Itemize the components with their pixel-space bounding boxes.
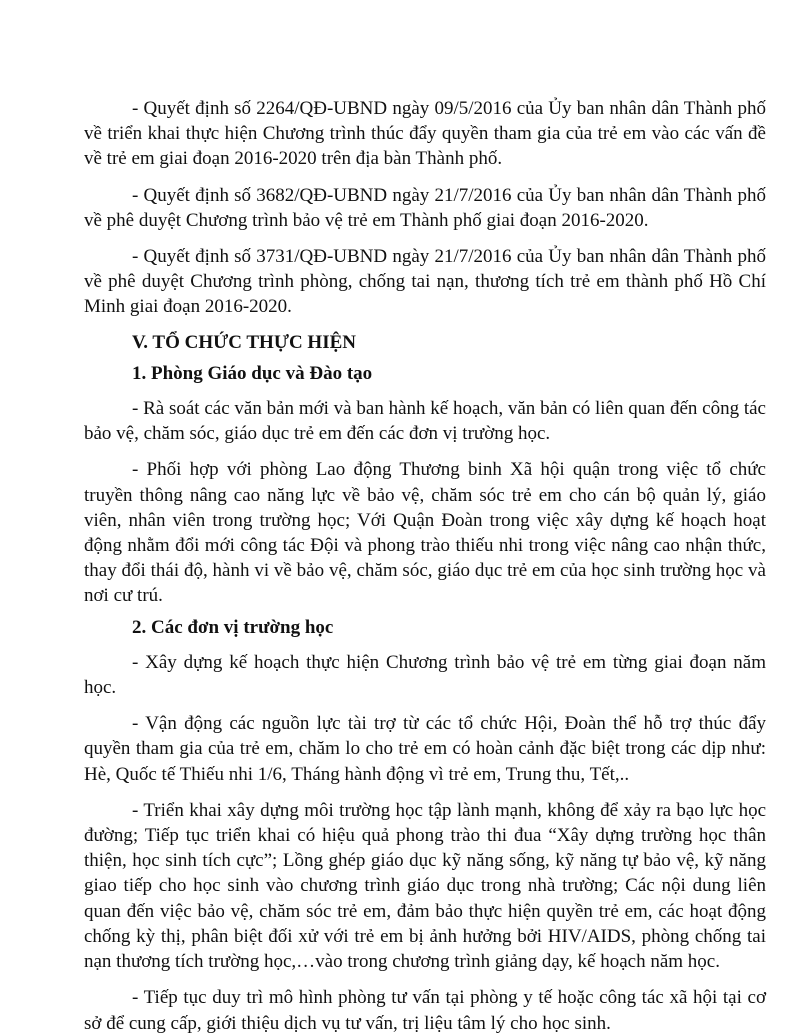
body-paragraph: - Xây dựng kế hoạch thực hiện Chương trình bảo vệ trẻ em từng giai đoạn năm học. — [84, 651, 766, 699]
reference-paragraph-1: - Quyết định số 2264/QĐ-UBND ngày 09/5/2016 của Ủy ban nhân dân Thành phố về triển khai thực hiện Chương trình thúc đẩy quyền tham gia của trẻ em vào các vấn đề về trẻ em giai đoạn 2016-2020 trên địa bàn Thành phố. — [84, 98, 766, 170]
reference-paragraph-3: - Quyết định số 3731/QĐ-UBND ngày 21/7/2016 của Ủy ban nhân dân Thành phố về phê duyệt Chương trình phòng, chống tai nạn, thương tích trẻ em thành phố Hồ Chí Minh giai đoạn 2016-2020. — [84, 246, 766, 318]
subsection-heading-1: 1. Phòng Giáo dục và Đào tạo — [132, 362, 373, 384]
body-paragraph: - Vận động các nguồn lực tài trợ từ các tổ chức Hội, Đoàn thể hỗ trợ thúc đẩy quyền tham gia của trẻ em, chăm lo cho trẻ em có hoàn cảnh đặc biệt trong các dịp như: Hè, Quốc tế Thiếu nhi 1/6, Tháng hành động vì trẻ em, Trung thu, Tết,.. — [84, 713, 766, 785]
subsection-heading-2: 2. Các đơn vị trường học — [132, 616, 334, 638]
body-paragraph: - Phối hợp với phòng Lao động Thương binh Xã hội quận trong việc tổ chức truyền thông nâng cao năng lực về bảo vệ, chăm sóc trẻ em cho cán bộ quản lý, giáo viên, nhân viên trong trường học; Với Quận Đoàn trong việc xây dựng kế hoạch hoạt động nhằm đổi mới công tác Đội và phong trào thiếu nhi trong việc nâng cao nhận thức, thay đổi thái độ, hành vi về bảo vệ, chăm sóc, giáo dục trẻ em của học sinh trường học và nơi cư trú. — [84, 459, 766, 607]
body-paragraph: - Rà soát các văn bản mới và ban hành kế hoạch, văn bản có liên quan đến công tác bảo vệ, chăm sóc, giáo dục trẻ em đến các đơn vị trường học. — [84, 398, 766, 445]
body-paragraph: - Triển khai xây dựng môi trường học tập lành mạnh, không để xảy ra bạo lực học đường; Tiếp tục triển khai có hiệu quả phong trào thi đua “Xây dựng trường học thân thiện, học sinh tích cực”; Lồng ghép giáo dục kỹ năng sống, kỹ năng tự bảo vệ, kỹ năng giao tiếp cho học sinh vào chương trình giáo dục trong nhà trường; Các nội dung liên quan đến việc bảo vệ, chăm sóc trẻ em, đảm bảo thực hiện quyền trẻ em, các hoạt động chống kỳ thị, phân biệt đối xử với trẻ em bị ảnh hưởng bởi HIV/AIDS, phòng chống tai nạn thương tích trường học,…vào trong chương trình giảng dạy, kế hoạch năm học. — [84, 799, 766, 973]
reference-paragraph-2: - Quyết định số 3682/QĐ-UBND ngày 21/7/2016 của Ủy ban nhân dân Thành phố về phê duyệt Chương trình bảo vệ trẻ em Thành phố giai đoạn 2016-2020. — [84, 184, 766, 231]
body-paragraph: - Tiếp tục duy trì mô hình phòng tư vấn tại phòng y tế hoặc công tác xã hội tại cơ sở để cung cấp, giới thiệu dịch vụ tư vấn, trị liệu tâm lý cho học sinh. — [84, 987, 766, 1034]
section-heading: V. TỔ CHỨC THỰC HIỆN — [132, 331, 356, 353]
